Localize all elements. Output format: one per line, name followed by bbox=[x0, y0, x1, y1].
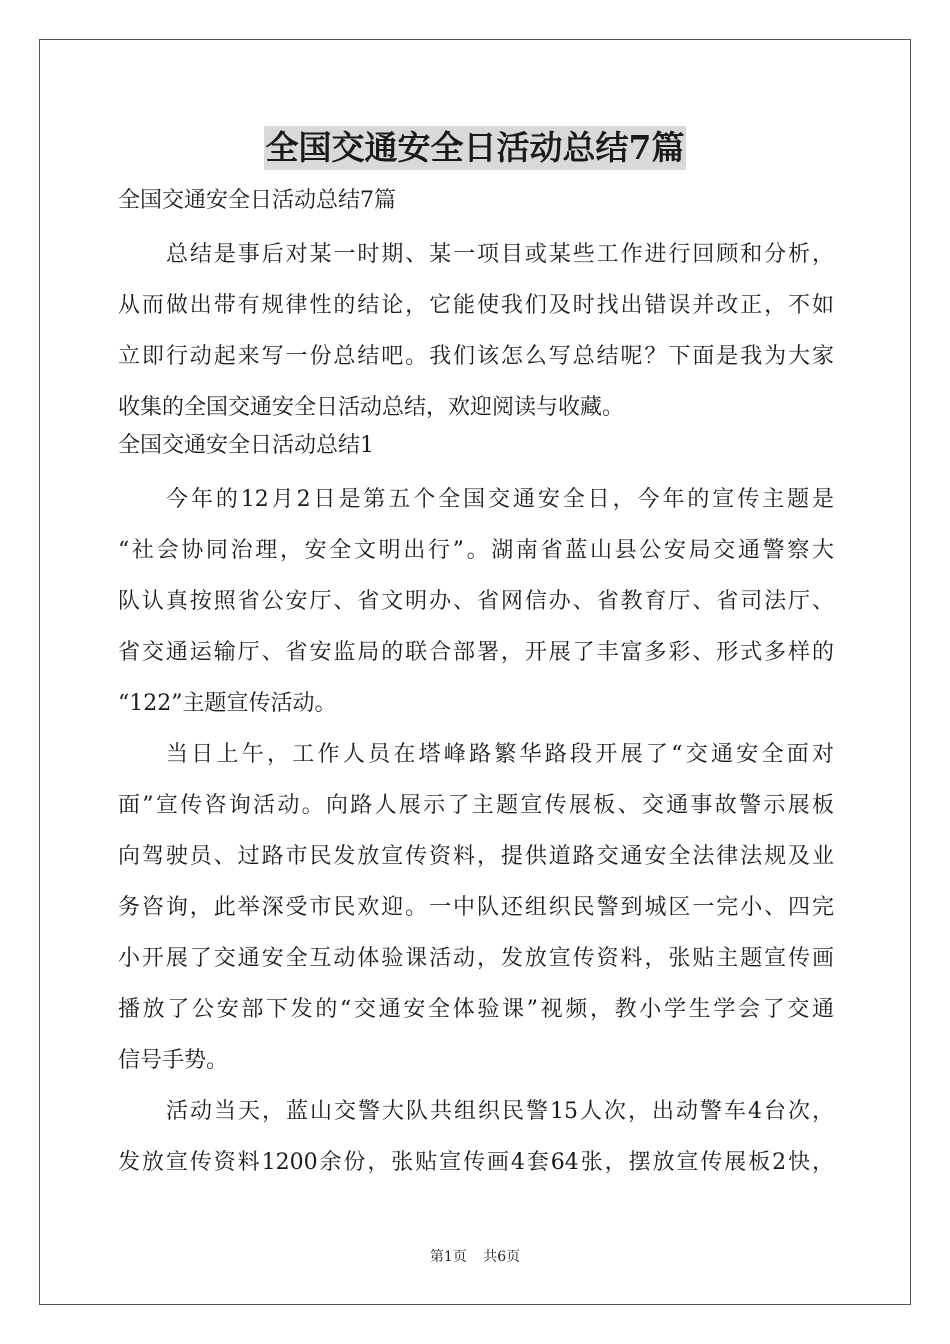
document-subtitle: 全国交通安全日活动总结7篇 bbox=[118, 188, 396, 213]
paragraph-line: “122”主题宣传活动。 bbox=[118, 691, 337, 716]
paragraph-line: 当日上午，工作人员在塔峰路繁华路段开展了“交通安全面对 bbox=[166, 742, 834, 767]
intro-paragraph bbox=[118, 229, 834, 433]
paragraph-line: 播放了公安部下发的“交通安全体验课”视频，教小学生学会了交通 bbox=[118, 997, 834, 1022]
paragraph-line: 队认真按照省公安厅、省文明办、省网信办、省教育厅、省司法厅、 bbox=[118, 589, 834, 614]
title-container bbox=[0, 126, 950, 170]
paragraph-2 bbox=[118, 729, 834, 1086]
paragraph-line: 向驾驶员、过路市民发放宣传资料，提供道路交通安全法律法规及业 bbox=[118, 844, 834, 869]
page-footer bbox=[0, 1246, 950, 1266]
page-total: 共6页 bbox=[483, 1249, 521, 1265]
paragraph-line: 务咨询，此举深受市民欢迎。一中队还组织民警到城区一完小、四完 bbox=[118, 895, 834, 920]
paragraph-line: 信号手势。 bbox=[118, 1048, 229, 1073]
document-body bbox=[118, 182, 834, 1188]
intro-line: 总结是事后对某一时期、某一项目或某些工作进行回顾和分析， bbox=[166, 242, 834, 267]
paragraph-1 bbox=[118, 474, 834, 729]
intro-line: 收集的全国交通安全日活动总结，欢迎阅读与收藏。 bbox=[118, 395, 625, 420]
paragraph-line: 发放宣传资料1200余份，张贴宣传画4套64张，摆放宣传展板2快， bbox=[118, 1150, 834, 1175]
page-number: 第1页 bbox=[429, 1249, 467, 1265]
section-heading: 全国交通安全日活动总结1 bbox=[118, 433, 374, 458]
document-title: 全国交通安全日活动总结7篇 bbox=[264, 126, 687, 170]
paragraph-line: 小开展了交通安全互动体验课活动，发放宣传资料，张贴主题宣传画 bbox=[118, 946, 834, 971]
intro-line: 立即行动起来写一份总结吧。我们该怎么写总结呢？下面是我为大家 bbox=[118, 344, 834, 369]
paragraph-line: “社会协同治理，安全文明出行”。湖南省蓝山县公安局交通警察大 bbox=[118, 538, 834, 563]
paragraph-3 bbox=[118, 1086, 834, 1188]
paragraph-line: 省交通运输厅、省安监局的联合部署，开展了丰富多彩、形式多样的 bbox=[118, 640, 834, 665]
paragraph-line: 活动当天，蓝山交警大队共组织民警15人次，出动警车4台次， bbox=[166, 1099, 834, 1124]
paragraph-line: 今年的12月2日是第五个全国交通安全日，今年的宣传主题是 bbox=[166, 487, 834, 512]
intro-line: 从而做出带有规律性的结论，它能使我们及时找出错误并改正，不如 bbox=[118, 293, 834, 318]
paragraph-line: 面”宣传咨询活动。向路人展示了主题宣传展板、交通事故警示展板 bbox=[118, 793, 834, 818]
